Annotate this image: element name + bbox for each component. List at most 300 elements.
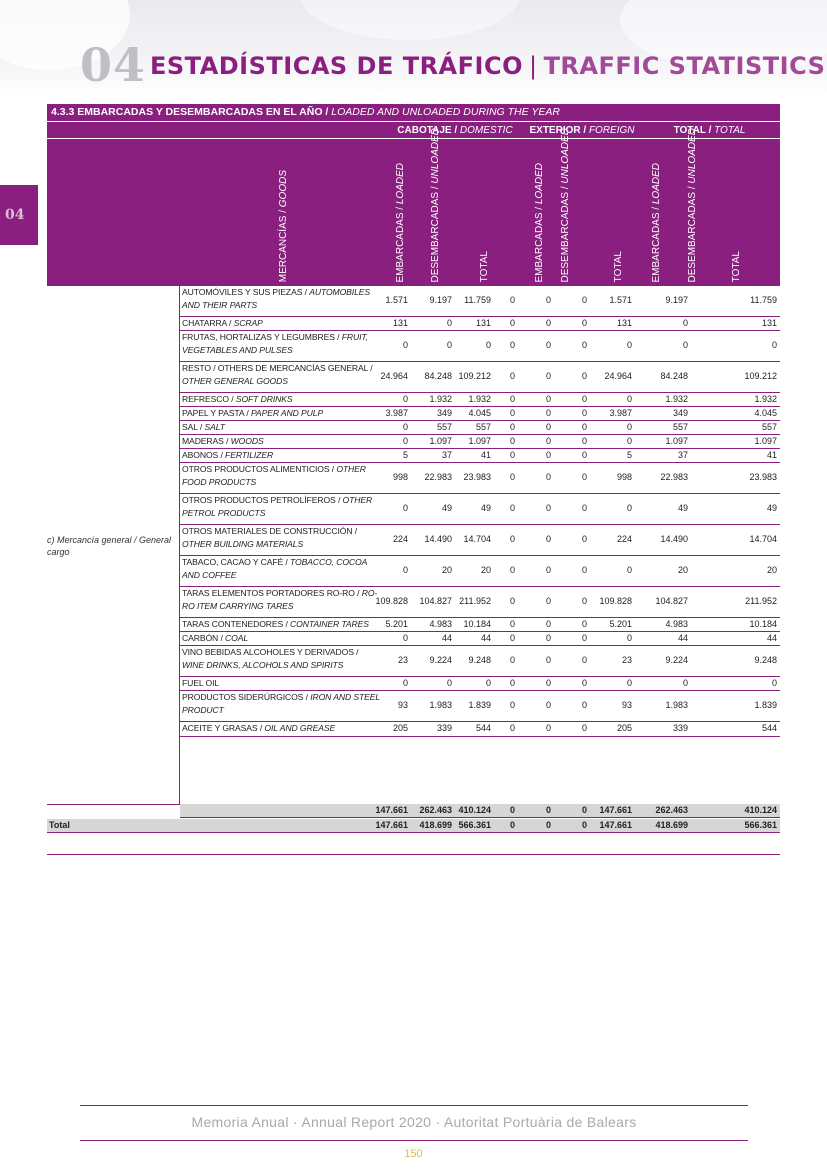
table-cell: 205 (392, 723, 408, 733)
table-cell: 131 (475, 318, 491, 328)
chapter-number: 04 (80, 38, 147, 92)
table-cell: 0 (682, 340, 688, 350)
subtotal-cell: 0 (545, 805, 551, 815)
table-cell: 0 (545, 450, 551, 460)
row-description (182, 393, 382, 406)
table-row (180, 691, 780, 722)
page-title (150, 52, 825, 80)
table-cell: 41 (480, 450, 491, 460)
table-cell: 0 (509, 422, 515, 432)
table-cell: 0 (626, 340, 632, 350)
table-cell: 0 (485, 340, 491, 350)
row-description (182, 463, 382, 489)
row-label-es: TABACO, CACAO Y CAFÉ / (182, 557, 291, 567)
table-cell: 4.045 (468, 408, 491, 418)
header-es: DESEMBARCADAS / (560, 183, 571, 282)
group-label-en: TOTAL (714, 125, 746, 136)
table-cell: 3.987 (385, 408, 408, 418)
row-label-en: OTHER BUILDING MATERIALS (182, 539, 304, 549)
table-row (180, 362, 780, 393)
table-cell: 24.964 (380, 371, 408, 381)
table-cell: 0 (545, 394, 551, 404)
table-cell: 0 (509, 340, 515, 350)
row-description (182, 632, 382, 645)
table-cell: 224 (392, 534, 408, 544)
table-cell: 0 (509, 472, 515, 482)
table-cell: 349 (672, 408, 688, 418)
table-cell: 0 (581, 596, 587, 606)
table-cell: 22.983 (424, 472, 452, 482)
total-cell: 566.361 (744, 820, 777, 830)
row-label-en: AUTOMOBILES AND THEIR PARTS (182, 287, 371, 310)
table-cell: 557 (436, 422, 452, 432)
subtotal-cell: 410.124 (458, 805, 491, 815)
table-cell: 0 (581, 450, 587, 460)
table-row (180, 463, 780, 494)
row-label-en: CONTAINER TARES (290, 619, 369, 629)
table-cell: 0 (509, 318, 515, 328)
table-cell: 49 (480, 503, 491, 513)
table-cell: 0 (545, 472, 551, 482)
table-cell: 544 (761, 723, 777, 733)
table-cell: 9.197 (665, 295, 688, 305)
table-cell: 0 (509, 534, 515, 544)
row-label-en: COAL (225, 633, 249, 643)
table-cell: 0 (545, 619, 551, 629)
table-cell: 0 (545, 633, 551, 643)
table-cell: 0 (509, 678, 515, 688)
table-cell: 339 (672, 723, 688, 733)
table-row (180, 317, 780, 331)
table-cell: 20 (766, 565, 777, 575)
table-cell: 0 (509, 596, 515, 606)
row-label-en: PAPER AND PULP (250, 408, 324, 418)
table-cell: 109.212 (458, 371, 491, 381)
table-cell: 557 (672, 422, 688, 432)
decorative-blob (300, 0, 520, 40)
table-cell: 44 (766, 633, 777, 643)
table-cell: 0 (626, 633, 632, 643)
title-es: ESTADÍSTICAS DE TRÁFICO (150, 52, 523, 80)
table-cell: 1.983 (429, 700, 452, 710)
subtotal-cell: 0 (509, 805, 515, 815)
row-description (182, 691, 382, 717)
table-cell: 14.704 (463, 534, 491, 544)
table-cell: 9.248 (468, 655, 491, 665)
table-cell: 339 (436, 723, 452, 733)
table-cell: 23.983 (749, 472, 777, 482)
table-cell: 37 (677, 450, 688, 460)
table-cell: 0 (402, 394, 408, 404)
table-body (47, 286, 780, 834)
table-cell: 0 (626, 394, 632, 404)
header-en: UNLOADED (430, 127, 441, 184)
table-cell: 5 (626, 450, 632, 460)
column-header (560, 128, 572, 283)
row-label-en: OTHER PETROL PRODUCTS (182, 495, 373, 518)
goods-column-header (278, 170, 290, 282)
table-cell: 0 (581, 371, 587, 381)
total-label: Total (49, 820, 70, 830)
table-cell: 84.248 (424, 371, 452, 381)
table-cell: 0 (682, 678, 688, 688)
table-cell: 1.932 (754, 394, 777, 404)
table-cell: 0 (402, 633, 408, 643)
table-cell: 0 (509, 565, 515, 575)
table-cell: 0 (402, 565, 408, 575)
table-row (180, 556, 780, 587)
table-cell: 49 (766, 503, 777, 513)
table-cell: 0 (626, 422, 632, 432)
table-end-rule (47, 854, 780, 855)
group-label-es: EXTERIOR / (529, 125, 589, 136)
table-cell: 0 (581, 565, 587, 575)
total-cell: 147.661 (375, 820, 408, 830)
table-cell: 24.964 (604, 371, 632, 381)
row-label-en: FERTILIZER (225, 450, 274, 460)
table-cell: 0 (581, 700, 587, 710)
table-row (180, 286, 780, 317)
row-description (182, 362, 382, 388)
table-row (180, 393, 780, 407)
table-cell: 9.248 (754, 655, 777, 665)
row-label-es: ACEITE Y GRASAS / (182, 723, 265, 733)
subtotal-row (180, 804, 780, 818)
header-es: EMBARCADAS / (395, 203, 406, 282)
table-cell: 5 (402, 450, 408, 460)
title-en: TRAFFIC STATISTICS (543, 52, 826, 80)
table-cell: 1.839 (468, 700, 491, 710)
header-es: DESEMBARCADAS / (430, 183, 441, 282)
total-cell: 0 (509, 820, 515, 830)
row-label-en: WOODS (230, 436, 264, 446)
table-cell: 49 (677, 503, 688, 513)
table-cell: 1.097 (429, 436, 452, 446)
table-cell: 14.704 (749, 534, 777, 544)
row-label-en: OIL AND GREASE (264, 723, 336, 733)
table-cell: 0 (682, 318, 688, 328)
table-cell: 1.932 (665, 394, 688, 404)
table-cell: 20 (677, 565, 688, 575)
table-cell: 11.759 (464, 295, 491, 305)
row-label-es: CARBÓN / (182, 633, 226, 643)
table-cell: 0 (509, 723, 515, 733)
table-cell: 0 (626, 503, 632, 513)
table-cell: 10.184 (749, 619, 777, 629)
table-cell: 109.212 (744, 371, 777, 381)
table-cell: 0 (509, 503, 515, 513)
footer-text: Memoria Anual · Annual Report 2020 · Autoritat Portuària de Balears (191, 1114, 637, 1130)
table-cell: 0 (581, 436, 587, 446)
row-label-es: FRUTAS, HORTALIZAS Y LEGUMBRES / (182, 332, 342, 342)
table-cell: 22.983 (660, 472, 688, 482)
row-description (182, 421, 382, 434)
column-header (395, 163, 407, 282)
table-cell: 0 (581, 422, 587, 432)
row-label-es: OTROS MATERIALES DE CONSTRUCCIÓN / (182, 526, 358, 536)
group-header-row (47, 121, 780, 138)
page-number: 150 (404, 1148, 423, 1160)
table-cell: 0 (485, 678, 491, 688)
category-divider (47, 804, 180, 805)
row-label-es: OTROS PRODUCTOS ALIMENTICIOS / (182, 464, 337, 474)
group-total (639, 122, 780, 139)
table-cell: 0 (509, 700, 515, 710)
row-label-es: PAPEL Y PASTA / (182, 408, 251, 418)
table-cell: 0 (581, 394, 587, 404)
table-cell: 0 (509, 633, 515, 643)
table-cell: 0 (581, 472, 587, 482)
row-description (182, 449, 382, 462)
table-cell: 224 (616, 534, 632, 544)
table-cell: 0 (626, 678, 632, 688)
total-cell: 418.699 (419, 820, 452, 830)
header-en: UNLOADED (687, 127, 698, 184)
total-row (47, 819, 780, 833)
table-row (180, 618, 780, 632)
table-cell: 1.097 (754, 436, 777, 446)
table-cell: 0 (581, 619, 587, 629)
table-cell: 0 (509, 295, 515, 305)
table-cell: 0 (581, 318, 587, 328)
table-cell: 9.224 (665, 655, 688, 665)
table-cell: 1.097 (468, 436, 491, 446)
title-separator: | (528, 52, 538, 80)
row-label-en: IRON AND STEEL PRODUCT (182, 692, 380, 715)
table-row (180, 587, 780, 618)
table-cell: 14.490 (424, 534, 452, 544)
row-label-en: SOFT DRINKS (235, 394, 293, 404)
total-cell: 0 (545, 820, 551, 830)
row-description (182, 618, 382, 631)
table-cell: 104.827 (419, 596, 452, 606)
table-row (180, 421, 780, 435)
header-en: GOODS (278, 169, 289, 207)
table-cell: 131 (761, 318, 777, 328)
row-label-en: OTHER GENERAL GOODS (182, 376, 288, 386)
table-cell: 0 (545, 408, 551, 418)
column-header (430, 128, 442, 283)
table-cell: 14.490 (660, 534, 688, 544)
footer-rule (80, 1105, 748, 1106)
subtotal-cell: 262.463 (419, 805, 452, 815)
table-cell: 109.828 (599, 596, 632, 606)
row-label-es: OTROS PRODUCTOS PETROLÍFEROS / (182, 495, 343, 505)
table-cell: 0 (581, 503, 587, 513)
table-cell: 23 (397, 655, 408, 665)
table-cell: 49 (441, 503, 452, 513)
row-label-en: SCRAP (233, 318, 263, 328)
subtotal-cell: 0 (581, 805, 587, 815)
table-cell: 998 (616, 472, 632, 482)
table-cell: 0 (545, 340, 551, 350)
row-label-es: RESTO / OTHERS DE MERCANCÍAS GENERAL / (182, 363, 373, 373)
table-cell: 1.932 (429, 394, 452, 404)
row-description (182, 317, 382, 330)
table-title (47, 104, 780, 121)
header-es: EMBARCADAS / (534, 203, 545, 282)
row-label-en: FRUIT, VEGETABLES AND PULSES (182, 332, 369, 355)
table-cell: 1.983 (665, 700, 688, 710)
subtotal-cell: 410.124 (744, 805, 777, 815)
table-row (180, 435, 780, 449)
row-description (182, 525, 382, 551)
table-cell: 4.983 (429, 619, 452, 629)
subtotal-cell: 262.463 (655, 805, 688, 815)
table-cell: 0 (545, 655, 551, 665)
row-description (182, 677, 382, 690)
table-cell: 41 (766, 450, 777, 460)
group-label-en: DOMESTIC (459, 125, 513, 136)
row-description (182, 722, 382, 735)
row-label-en: TOBACCO, COCOA AND COFFEE (182, 557, 367, 580)
table-cell: 93 (621, 700, 632, 710)
table-cell: 1.097 (665, 436, 688, 446)
row-label-es: VINO BEBIDAS ALCOHOLES Y DERIVADOS / (182, 647, 359, 657)
table-row (180, 646, 780, 677)
table-cell: 0 (581, 534, 587, 544)
table-cell: 0 (545, 371, 551, 381)
header-en: LOADED (395, 162, 406, 204)
table-cell: 0 (581, 295, 587, 305)
table-cell: 0 (545, 295, 551, 305)
table-row (180, 722, 780, 737)
table-cell: 0 (509, 655, 515, 665)
table-cell: 37 (441, 450, 452, 460)
column-header (479, 251, 491, 282)
table-cell: 131 (392, 318, 408, 328)
row-description (182, 494, 382, 520)
table-cell: 0 (545, 534, 551, 544)
total-cell: 418.699 (655, 820, 688, 830)
header-es: DESEMBARCADAS / (687, 183, 698, 282)
table-cell: 104.827 (655, 596, 688, 606)
column-header (613, 251, 625, 282)
table-cell: 0 (771, 678, 777, 688)
table-cell: 0 (545, 596, 551, 606)
table-cell: 44 (441, 633, 452, 643)
row-description (182, 407, 382, 420)
table-cell: 0 (581, 723, 587, 733)
row-label-es: TARAS CONTENEDORES / (182, 619, 291, 629)
table-cell: 10.184 (463, 619, 491, 629)
table-cell: 131 (616, 318, 632, 328)
row-label-es: SAL / (182, 422, 205, 432)
table-cell: 557 (761, 422, 777, 432)
table-cell: 0 (402, 678, 408, 688)
group-foreign (525, 122, 639, 139)
table-cell: 5.201 (385, 619, 408, 629)
table-cell: 23 (621, 655, 632, 665)
row-description (182, 587, 382, 613)
column-header (651, 163, 663, 282)
row-label-en: OTHER FOOD PRODUCTS (182, 464, 366, 487)
table-cell: 0 (402, 503, 408, 513)
table-cell: 0 (545, 700, 551, 710)
row-label-es: FUEL OIL (182, 678, 220, 688)
subtotal-cell: 147.661 (599, 805, 632, 815)
table-row (180, 677, 780, 691)
table-cell: 0 (771, 340, 777, 350)
column-header (731, 251, 743, 282)
row-label-en: WINE DRINKS, ALCOHOLS AND SPIRITS (182, 660, 344, 670)
row-label-es: REFRESCO / (182, 394, 236, 404)
table-cell: 0 (446, 340, 452, 350)
table-cell: 0 (626, 565, 632, 575)
table-cell: 9.197 (429, 295, 452, 305)
group-domestic (385, 122, 525, 139)
table-cell: 0 (446, 678, 452, 688)
row-label-es: CHATARRA / (182, 318, 234, 328)
table-cell: 998 (392, 472, 408, 482)
table-cell: 109.828 (375, 596, 408, 606)
table-cell: 0 (545, 503, 551, 513)
total-cell: 0 (581, 820, 587, 830)
table-cell: 1.571 (609, 295, 632, 305)
table-cell: 205 (616, 723, 632, 733)
table-cell: 1.932 (468, 394, 491, 404)
table-cell: 44 (677, 633, 688, 643)
table-cell: 544 (475, 723, 491, 733)
row-description (182, 435, 382, 448)
table-cell: 0 (545, 723, 551, 733)
table-cell: 0 (581, 340, 587, 350)
header-en: LOADED (651, 162, 662, 204)
table-cell: 23.983 (463, 472, 491, 482)
table-cell: 0 (581, 633, 587, 643)
table-row (180, 407, 780, 421)
table-cell: 0 (402, 422, 408, 432)
row-description (182, 646, 382, 672)
table-title-en: LOADED AND UNLOADED DURING THE YEAR (331, 106, 560, 118)
table-cell: 84.248 (660, 371, 688, 381)
row-label-en: RO-RO ITEM CARRYING TARES (182, 588, 378, 611)
group-label-en: FOREIGN (588, 125, 635, 136)
table-cell: 93 (397, 700, 408, 710)
header-es: TOTAL (613, 250, 624, 282)
table-cell: 211.952 (459, 596, 491, 606)
table-cell: 0 (509, 371, 515, 381)
table-cell: 44 (480, 633, 491, 643)
table-cell: 0 (545, 678, 551, 688)
table-cell: 0 (545, 565, 551, 575)
chapter-side-tab (0, 185, 38, 245)
table-cell: 0 (509, 450, 515, 460)
row-label-es: MADERAS / (182, 436, 231, 446)
column-header (534, 163, 546, 282)
table-cell: 0 (509, 619, 515, 629)
total-cell: 566.361 (458, 820, 491, 830)
header-es: TOTAL (479, 250, 490, 282)
side-tab-label: 04 (5, 207, 25, 223)
row-description (182, 286, 382, 312)
header-es: EMBARCADAS / (651, 203, 662, 282)
header-en: LOADED (534, 162, 545, 204)
table-cell: 0 (545, 318, 551, 328)
column-header (687, 128, 699, 283)
table-cell: 5.201 (609, 619, 632, 629)
row-label-es: AUTOMÓVILES Y SUS PIEZAS / (182, 287, 310, 297)
table-cell: 9.224 (429, 655, 452, 665)
table-cell: 0 (446, 318, 452, 328)
category-label: c) Mercancía general / General cargo (47, 535, 172, 557)
table-cell: 4.045 (754, 408, 777, 418)
total-cell: 147.661 (599, 820, 632, 830)
table-cell: 0 (581, 678, 587, 688)
table-cell: 0 (509, 408, 515, 418)
row-description (182, 556, 382, 582)
table-cell: 3.987 (609, 408, 632, 418)
